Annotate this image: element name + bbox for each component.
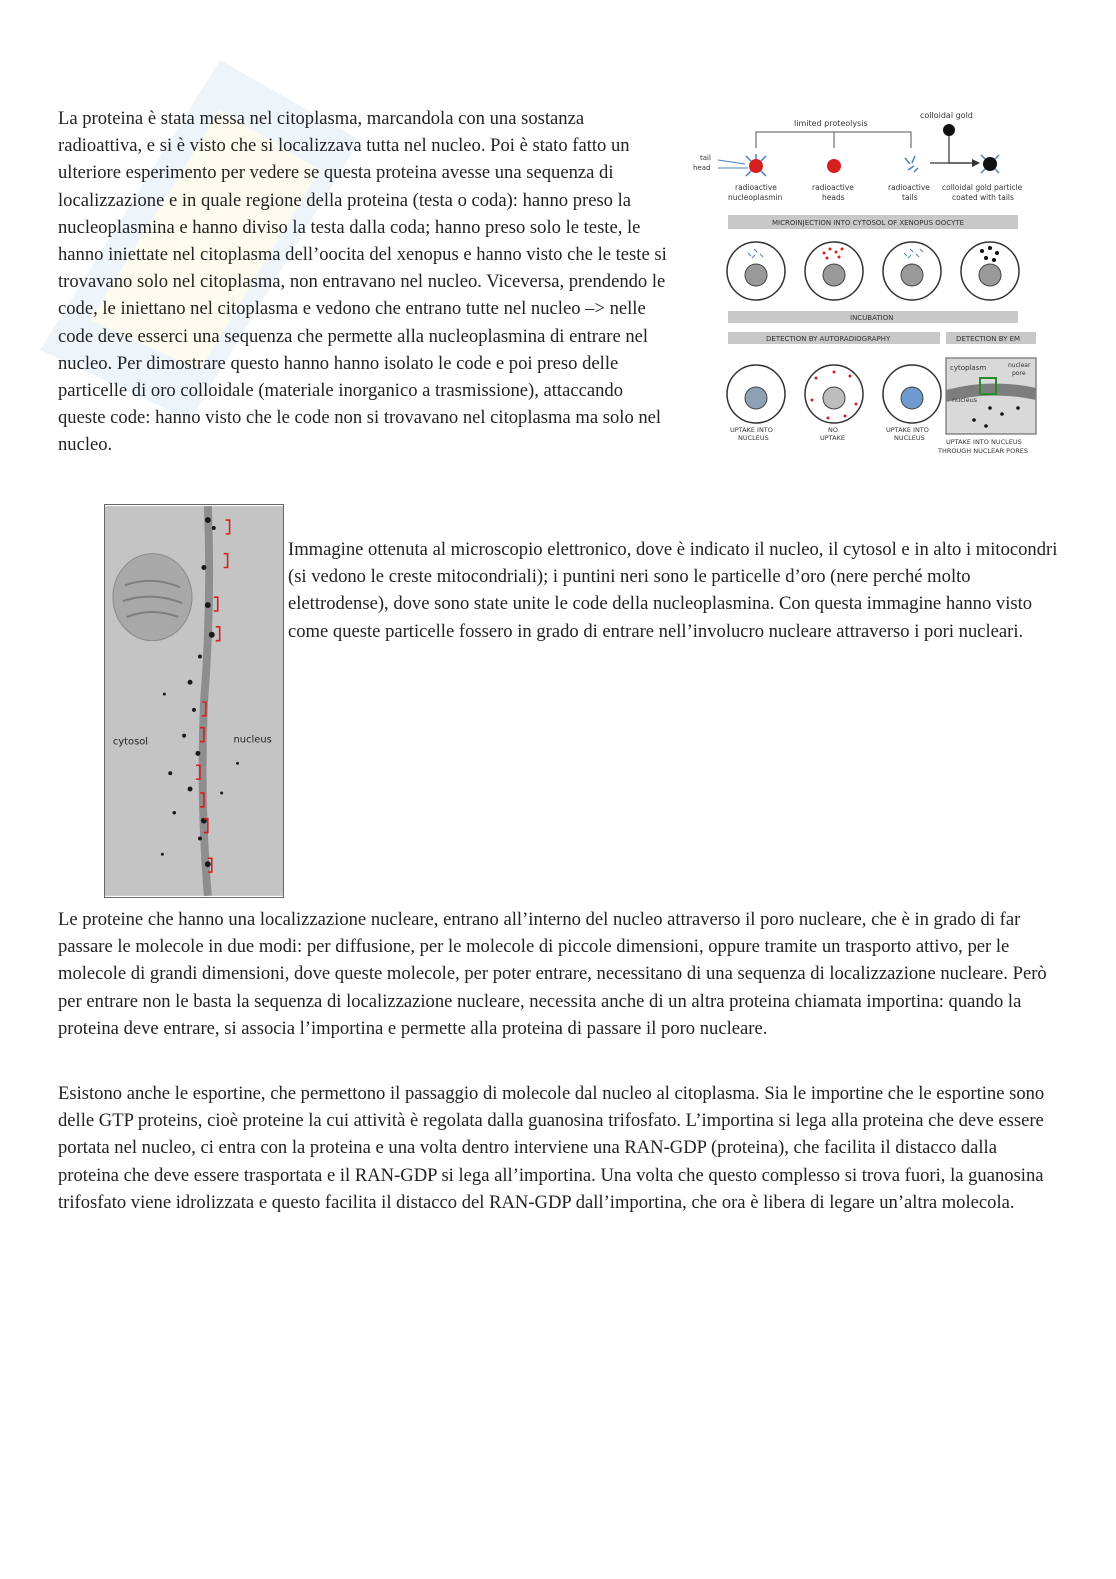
electron-micrograph <box>104 504 284 898</box>
em-nuclear-pore-label-b: pore <box>1012 370 1026 377</box>
col1-label-a: radioactive <box>735 183 777 192</box>
result2-label-b: UPTAKE <box>820 434 845 442</box>
nucleus-label: nucleus <box>233 734 272 746</box>
head-label: head <box>693 164 711 172</box>
oocyte-row-injection <box>727 242 1019 300</box>
col4-label-a: colloidal gold particle <box>942 183 1023 192</box>
result2-label-a: NO <box>828 426 838 434</box>
paragraph-em-caption: Immagine ottenuta al microscopio elettronico, dove è indicato il nucleo, il cytosol e in alto i mitocondri (si vedono le creste mitocondriali); i puntini neri sono le particelle d’oro (nere perché molto elettrodense), dove sono state unite le code della nucleoplasmina. Con questa immagine hanno visto come queste particelle fossero in grado di entrare nell’involucro nucleare attraverso i pori nucleari. <box>288 539 1058 642</box>
autoradiography-label: DETECTION BY AUTORADIOGRAPHY <box>766 335 891 343</box>
col3-label-a: radioactive <box>888 183 930 192</box>
col3-label-b: tails <box>902 193 918 202</box>
result4-label-b: THROUGH NUCLEAR PORES <box>938 447 1028 455</box>
limited-proteolysis-label: limited proteolysis <box>794 119 868 128</box>
em-cytoplasm-label: cytoplasm <box>950 364 987 372</box>
mitochondrion <box>113 554 192 641</box>
nucleoplasmin-experiment-figure <box>690 108 1046 460</box>
radioactive-nucleoplasmin-icon <box>746 154 766 176</box>
incubation-label: INCUBATION <box>850 314 894 322</box>
microinjection-label: MICROINJECTION INTO CYTOSOL OF XENOPUS OOCYTE <box>772 219 965 227</box>
col2-label-a: radioactive <box>812 183 854 192</box>
result1-label-b: NUCLEUS <box>738 434 769 442</box>
result1-label-a: UPTAKE INTO <box>730 426 773 434</box>
tail-label: tail <box>700 154 711 162</box>
col1-label-b: nucleoplasmin <box>728 193 783 202</box>
result3-label-b: NUCLEUS <box>894 434 925 442</box>
result3-label-a: UPTAKE INTO <box>886 426 929 434</box>
radioactive-tails-icon <box>905 156 918 172</box>
gold-particle-tails-icon <box>981 155 999 173</box>
em-nucleus-label: nucleus <box>952 396 978 404</box>
em-nuclear-pore-label-a: nuclear <box>1008 362 1031 369</box>
col2-label-b: heads <box>822 193 845 202</box>
radioactive-heads-icon <box>827 159 841 173</box>
paragraph-exportins: Esistono anche le esportine, che permettono il passaggio di molecole dal nucleo al citoplasma. Sia le importine che le esportine sono delle GTP proteins, cioè proteine la cui attività è regolata dalla guanosina trifosfato. L’importina si lega alla proteina che deve essere portata nel nucleo, ci entra con la proteina e una volta dentro interviene una RAN-GDP (proteina), che facilita il distacco dalla proteina che deve essere trasportata e il RAN-GDP si lega all’importina. Una volta che questo complesso si trova fuori, la guanosina trifosfato viene idrolizzata e questo facilita il distacco del RAN-GDP dall’importina, che ora è libera di legare un’altra molecola. <box>58 1083 1045 1213</box>
colloidal-gold-label: colloidal gold <box>920 111 973 120</box>
cytosol-label: cytosol <box>112 736 149 748</box>
paragraph-intro: La proteina è stata messa nel citoplasma, marcandola con una sostanza radioattiva, e si è visto che si localizzava tutta nel nucleo. Poi è stato fatto un ulteriore esperimento per vedere se questa proteina avesse una sequenza di localizzazione e in quale regione della proteina (testa o coda): hanno preso la nucleoplasmina e hanno diviso la testa dalla coda; hanno preso solo le teste, le hanno iniettate nel citoplasma dell’oocita del xenopus e hanno visto che le teste si trovavano solo nel citoplasma, non entravano nel nucleo. Viceversa, prendendo le code, le iniettano nel citoplasma e vedono che entrano tutte nel nucleo –> nelle code deve esserci una sequenza che permette alla nucleoplasmina di entrare nel nucleo. Per dimostrare questo hanno hanno isolato le code e poi preso delle particelle di oro colloidale (materiale inorganico a trasmissione), attaccando queste code: hanno visto che le code non si trovavano nel citoplasma ma solo nel nucleo. <box>58 108 667 456</box>
paragraph-nuclear-import: Le proteine che hanno una localizzazione nucleare, entrano all’interno del nucleo attraverso il poro nucleare, che è in grado di far passare le molecole in due modi: per diffusione, per le molecole di piccole dimensioni, oppure tramite un trasporto attivo, per le molecole di grandi dimensioni, dove queste molecole, per poter entrare, necessitano di una sequenza di localizzazione nucleare. Però per entrare non le basta la sequenza di localizzazione nucleare, necessita anche di un altra proteina chiamata importina: quando la proteina deve entrare, si associa l’importina e permette alla proteina di passare il poro nucleare. <box>58 909 1047 1039</box>
col4-label-b: coated with tails <box>952 193 1014 202</box>
em-label: DETECTION BY EM <box>956 335 1021 343</box>
result4-label-a: UPTAKE INTO NUCLEUS <box>946 438 1022 446</box>
gold-particle-icon <box>943 124 955 136</box>
